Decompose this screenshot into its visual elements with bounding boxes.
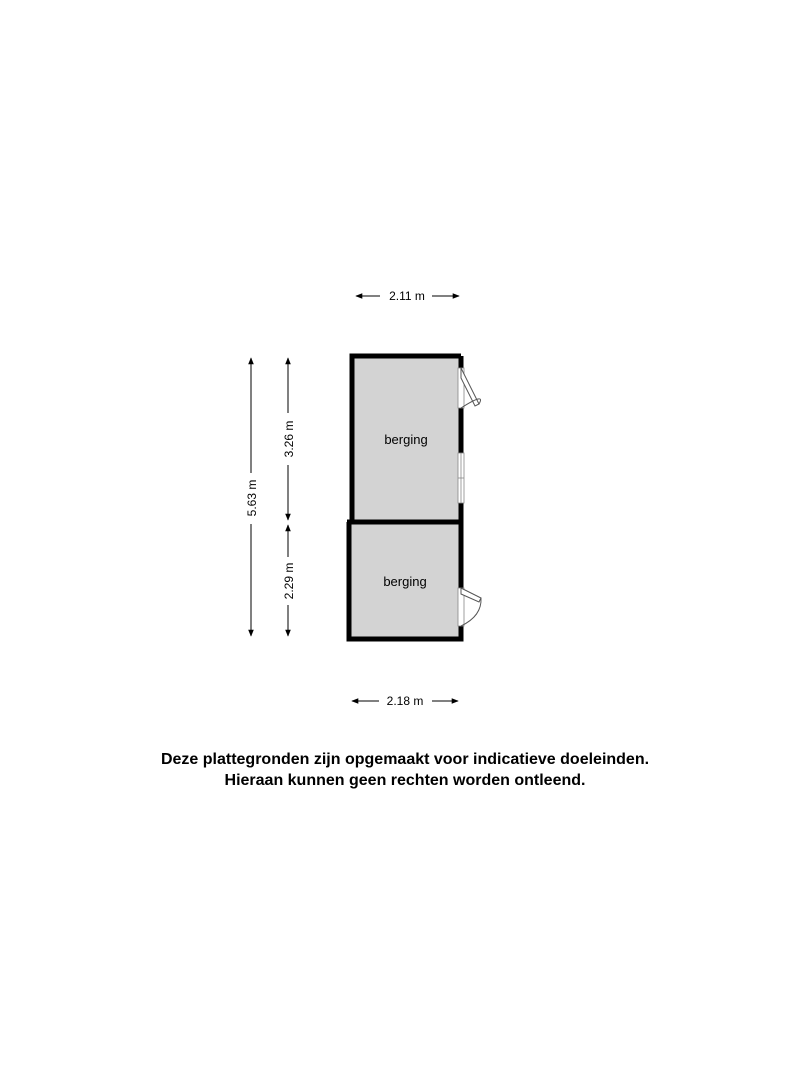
dimension-lower-height-label: 2.29 m xyxy=(282,562,296,600)
door-lower-icon xyxy=(458,588,481,626)
dimension-lower-height xyxy=(282,525,296,636)
room-label-upper: berging xyxy=(384,432,428,447)
dimension-total-height xyxy=(245,358,259,636)
disclaimer-line-1: Deze plattegronden zijn opgemaakt voor indicatieve doeleinden. xyxy=(160,751,650,768)
window-upper-icon xyxy=(458,453,464,503)
door-upper-icon xyxy=(458,368,481,408)
dimension-total-height-label: 5.63 m xyxy=(245,479,259,517)
disclaimer-line-2: Hieraan kunnen geen rechten worden ontleend. xyxy=(224,772,586,789)
dimension-top-width xyxy=(356,289,459,303)
dimension-upper-height xyxy=(282,358,296,520)
dimension-upper-height-label: 3.26 m xyxy=(282,420,296,458)
dimension-bottom-width xyxy=(352,694,458,708)
room-label-lower: berging xyxy=(383,574,427,589)
dimension-top-width-label: 2.11 m xyxy=(389,289,425,303)
dimension-bottom-width-label: 2.18 m xyxy=(386,694,424,708)
